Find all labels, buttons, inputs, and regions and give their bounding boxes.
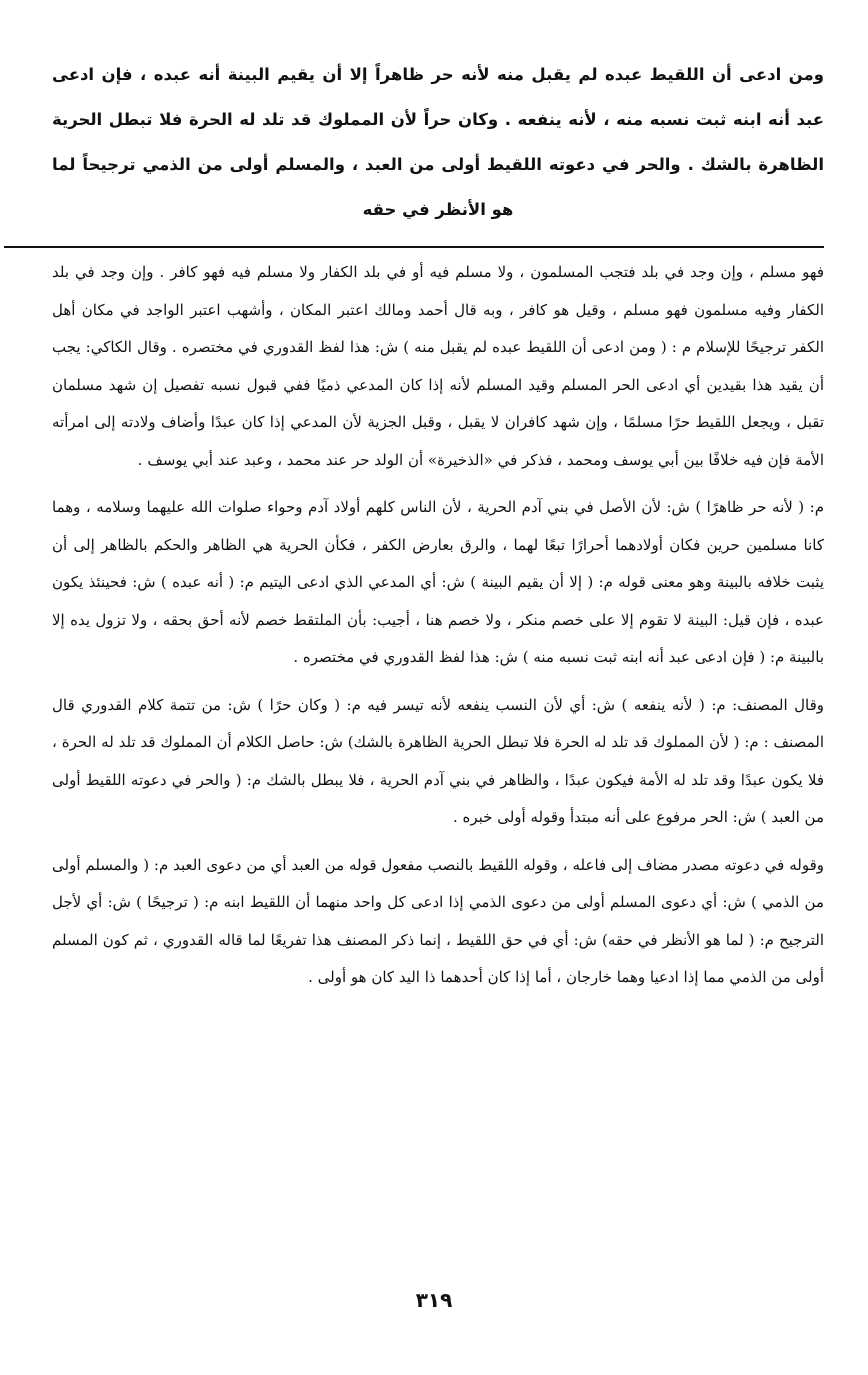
commentary-paragraph: فهو مسلم ، وإن وجد في بلد فتجب المسلمون ، ولا مسلم فيه أو في بلد الكفار ولا مسلم فيه فهو كافر . وإن وجد في بلد الكفار وفيه مسلمون فهو مسلم ، وقيل هو كافر ، وبه قال أحمد ومالك اعتبر المكان ، وأشهب اعتبر الواجد في مكان أهل الكفر ترجيحًا للإسلام م : ( ومن ادعى أن اللقيط عبده لم يقبل منه ) ش: هذا لفظ القدوري في مختصره . وقال الكاكي: يجب أن يقيد هذا بقيدين أي ادعى الحر المسلم وقيد المسلم لأنه إذا كان المدعي ذميًا ففي قبول نسبه تفصيل إن شهد مسلمان تقبل ، ويجعل اللقيط حرًا مسلمًا ، وإن شهد كافران لا يقبل ، وقبل الجزية لأن المدعي إذا كان عبدًا وأضاف ولادته إلى امرأته الأمة فإن فيه خلافًا بين أبي يوسف ومحمد ، فذكر في «الذخيرة» أن الولد حر عند محمد ، وعبد عند أبي يوسف .	[52, 263, 824, 469]
main-text-block: ومن ادعى أن اللقيط عبده لم يقبل منه لأنه حر ظاهراً إلا أن يقيم البينة أنه عبده ، فإن ادعى عبد أنه ابنه ثبت نسبه منه ، لأنه ينفعه . وكان حراً لأن المملوك قد تلد له الحرة فلا تبطل الحرية الظاهرة بالشك . والحر في دعوته اللقيط أولى من العبد ، والمسلم أولى من الذمي ترجيحاً لما هو الأنظر في حقه	[52, 65, 824, 219]
commentary-paragraph: م: ( لأنه حر ظاهرًا ) ش: لأن الأصل في بني آدم الحرية ، لأن الناس كلهم أولاد آدم وحواء صلوات الله عليهما وسلامه ، وهما كانا مسلمين حرين فكان أولادهما أحرارًا تبعًا لهما ، والرق بعارض الكفر ، فكأن الحرية هي الظاهر والحكم بالظاهر إلى أن يثبت خلافه بالبينة وهو معنى قوله م: ( إلا أن يقيم البينة ) ش: أي المدعي الذي ادعى اليتيم م: ( أنه عبده ) ش: فحينئذ يكون عبده ، فإن قيل: البينة لا تقوم إلا على خصم منكر ، ولا خصم هنا ، أجيب: بأن الملتقط خصم لأنه أحق بحقه ، ولا تزول يده إلا بالبينة م: ( فإن ادعى عبد أنه ابنه ثبت نسبه منه ) ش: هذا لفظ القدوري في مختصره .	[52, 498, 824, 666]
page-number: ٣١٩	[415, 1288, 453, 1312]
commentary-paragraph: وقال المصنف: م: ( لأنه ينفعه ) ش: أي لأن النسب ينفعه لأنه تيسر فيه م: ( وكان حرًا ) ش: من تتمة كلام القدوري قال المصنف : م: ( لأن المملوك قد تلد له الحرة فلا تبطل الحرية الظاهرة بالشك) ش: حاصل الكلام أن المملوك قد تلد له الحرة ، فلا يكون عبدًا وقد تلد له الأمة فيكون عبدًا ، والظاهر في بني آدم الحرية ، فلا يبطل بالشك م: ( والحر في دعوته اللقيط أولى من العبد ) ش: الحر مرفوع على أنه مبتدأ وقوله أولى خبره .	[52, 695, 824, 826]
commentary-section	[52, 254, 824, 997]
commentary-paragraph: وقوله في دعوته مصدر مضاف إلى فاعله ، وقوله اللقيط بالنصب مفعول قوله من العبد أي من دعوى العبد م: ( والمسلم أولى من الذمي ) ش: أي دعوى المسلم أولى من دعوى الذمي إذا ادعى كل واحد منهما أن اللقيط ابنه م: ( ترجيحًا ) ش: أي لأجل الترجيح م: ( لما هو الأنظر في حقه) ش: أي في حق اللقيط ، إنما ذكر المصنف هذا تفريعًا لما قاله القدوري ، ثم كون المسلم أولى من الذمي مما إذا ادعيا وهما خارجان ، أما إذا كان أحدهما ذا اليد كان هو أولى .	[52, 855, 824, 986]
footnote-divider	[4, 246, 824, 248]
